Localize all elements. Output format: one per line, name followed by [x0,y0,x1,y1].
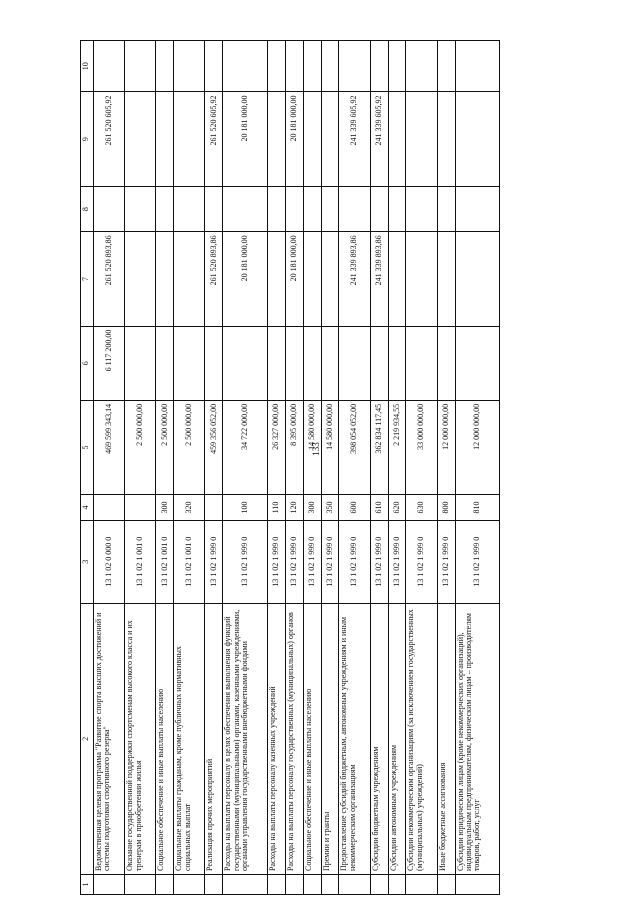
row-amount-9 [303,92,321,186]
row-amount-9: 20 181 000,00 [285,92,303,186]
row-code: 13 1 02 1 001 0 [174,520,205,603]
table-row [388,41,406,895]
name-cell-empty [388,875,406,895]
row-amount-6 [437,326,455,400]
row-amount-7 [388,232,406,326]
row-name: Предоставление субсидий бюджетным, автономным учреждениям и иным некоммерческим организациям [339,603,370,874]
row-name: Премии и гранты [321,603,339,874]
row-amount-8 [125,186,156,232]
name-cell-empty [223,875,267,895]
row-amount-7: 241 339 893,86 [339,232,370,326]
row-code: 13 1 02 1 999 0 [339,520,370,603]
row-code: 13 1 02 1 999 0 [223,520,267,603]
table-row [303,41,321,895]
row-amount-10 [125,41,156,92]
name-cell-empty [437,875,455,895]
column-header: 5 [81,400,94,494]
row-vr: 620 [388,495,406,521]
column-header: 7 [81,232,94,326]
row-amount-8 [406,186,437,232]
row-amount-7 [437,232,455,326]
row-amount-8 [388,186,406,232]
row-code: 13 1 02 0 000 0 [94,520,125,603]
table-row [205,41,223,895]
row-amount-9: 241 339 605,92 [339,92,370,186]
row-code: 13 1 02 1 999 0 [437,520,455,603]
row-amount-8 [370,186,388,232]
row-amount-10 [370,41,388,92]
row-amount-6 [303,326,321,400]
row-vr: 110 [267,495,285,521]
row-code: 13 1 02 1 999 0 [321,520,339,603]
table-row [406,41,437,895]
row-name: Реализация прочих мероприятий [205,603,223,874]
table-row [339,41,370,895]
row-vr: 300 [156,495,174,521]
row-amount-8 [285,186,303,232]
row-amount-10 [455,41,499,92]
row-amount-9 [125,92,156,186]
row-code: 13 1 02 1 999 0 [406,520,437,603]
row-vr: 810 [455,495,499,521]
row-amount-8 [205,186,223,232]
row-amount-6 [321,326,339,400]
row-name: Субсидии автономным учреждениям [388,603,406,874]
row-amount-6 [223,326,267,400]
table-row [370,41,388,895]
row-amount-7 [174,232,205,326]
row-name: Субсидии юридическим лицам (кроме некоммерческих организаций), индивидуальным предпринимателям, физическим лицам – производителям товаров, работ, услуг [455,603,499,874]
row-vr: 350 [321,495,339,521]
row-code: 13 1 02 1 999 0 [455,520,499,603]
name-cell-empty [370,875,388,895]
row-amount-5: 12 000 000,00 [437,400,455,494]
table-body [94,41,500,895]
row-amount-6 [388,326,406,400]
name-cell-empty [285,875,303,895]
row-amount-5: 33 000 000,00 [406,400,437,494]
column-header: 1 [81,875,94,895]
row-amount-5: 12 000 000,00 [455,400,499,494]
row-amount-6 [406,326,437,400]
table-row [437,41,455,895]
row-amount-8 [223,186,267,232]
name-cell-empty [321,875,339,895]
row-amount-5: 362 834 117,45 [370,400,388,494]
row-amount-8 [174,186,205,232]
row-amount-9 [267,92,285,186]
row-amount-6 [455,326,499,400]
page-number: 133 [310,442,321,456]
row-amount-9 [174,92,205,186]
row-amount-5: 2 500 000,00 [174,400,205,494]
row-amount-5: 398 054 052,00 [339,400,370,494]
row-vr: 800 [437,495,455,521]
row-amount-10 [223,41,267,92]
row-code: 13 1 02 1 999 0 [370,520,388,603]
row-amount-5: 469 599 343,14 [94,400,125,494]
row-amount-5: 14 580 000,00 [303,400,321,494]
row-amount-5: 459 356 052,00 [205,400,223,494]
column-header: 9 [81,92,94,186]
column-header: 4 [81,495,94,521]
row-amount-7 [125,232,156,326]
name-cell-empty [205,875,223,895]
row-amount-10 [174,41,205,92]
name-cell-empty [267,875,285,895]
row-vr: 320 [174,495,205,521]
row-amount-7: 20 181 000,00 [285,232,303,326]
row-amount-8 [339,186,370,232]
table-row [267,41,285,895]
row-amount-9 [437,92,455,186]
row-name: Расходы на выплаты персоналу в целях обеспечения выполнения функций государственными (муниципальными) органами, казенными учреждениями, органами управления государственными внебюджетными фондами [223,603,267,874]
row-code: 13 1 02 1 999 0 [267,520,285,603]
row-vr: 630 [406,495,437,521]
row-amount-8 [437,186,455,232]
row-vr: 120 [285,495,303,521]
row-vr: 100 [223,495,267,521]
row-amount-7 [455,232,499,326]
row-amount-7 [156,232,174,326]
name-cell-empty [94,875,125,895]
header-row [81,41,94,895]
row-amount-10 [156,41,174,92]
name-cell-empty [125,875,156,895]
row-amount-7: 261 520 893,86 [205,232,223,326]
row-amount-5: 2 500 000,00 [156,400,174,494]
table-row [125,41,156,895]
row-amount-8 [303,186,321,232]
row-amount-9 [455,92,499,186]
column-header: 3 [81,520,94,603]
row-name: Расходы на выплаты персоналу казенных учреждений [267,603,285,874]
row-vr: 600 [339,495,370,521]
row-name: Расходы на выплаты персоналу государственных (муниципальных) органов [285,603,303,874]
name-cell-empty [174,875,205,895]
row-name: Социальное обеспечение и иные выплаты населению [156,603,174,874]
row-amount-10 [388,41,406,92]
row-amount-10 [205,41,223,92]
row-amount-5: 8 395 000,00 [285,400,303,494]
row-amount-8 [455,186,499,232]
row-amount-9: 261 520 605,92 [205,92,223,186]
row-amount-8 [267,186,285,232]
row-amount-6: 6 117 200,00 [94,326,125,400]
row-amount-9 [388,92,406,186]
column-header: 8 [81,186,94,232]
row-amount-7: 261 520 893,86 [94,232,125,326]
row-amount-6 [174,326,205,400]
row-amount-7 [267,232,285,326]
row-amount-10 [406,41,437,92]
row-code: 13 1 02 1 999 0 [285,520,303,603]
row-amount-8 [321,186,339,232]
row-name: Социальное обеспечение и иные выплаты населению [303,603,321,874]
row-vr [125,495,156,521]
table-row [94,41,125,895]
row-vr: 300 [303,495,321,521]
row-amount-7 [321,232,339,326]
row-name: Социальные выплаты гражданам, кроме публичных нормативных социальных выплат [174,603,205,874]
row-code: 13 1 02 1 001 0 [125,520,156,603]
row-amount-6 [370,326,388,400]
table-row [285,41,303,895]
row-vr: 610 [370,495,388,521]
row-amount-5: 2 500 000,00 [125,400,156,494]
row-amount-10 [285,41,303,92]
row-amount-6 [267,326,285,400]
row-code: 13 1 02 1 999 0 [303,520,321,603]
name-cell-empty [303,875,321,895]
table-row [156,41,174,895]
row-amount-5: 14 580 000,00 [321,400,339,494]
name-cell-empty [406,875,437,895]
row-code: 13 1 02 1 999 0 [205,520,223,603]
row-amount-5: 34 722 000,00 [223,400,267,494]
row-amount-5: 26 327 000,00 [267,400,285,494]
name-cell-empty [339,875,370,895]
row-amount-6 [156,326,174,400]
row-amount-6 [285,326,303,400]
row-amount-7 [303,232,321,326]
budget-table [80,40,500,895]
row-amount-8 [156,186,174,232]
row-amount-7 [406,232,437,326]
row-vr [94,495,125,521]
row-vr [205,495,223,521]
row-name: Иные бюджетные ассигнования [437,603,455,874]
row-amount-10 [303,41,321,92]
row-amount-5: 2 219 934,55 [388,400,406,494]
row-name: Оказание государственной поддержки спортсменам высокого класса и их тренерам в приобретении жилья [125,603,156,874]
row-amount-9: 20 181 000,00 [223,92,267,186]
row-amount-9 [406,92,437,186]
row-amount-10 [94,41,125,92]
row-amount-6 [125,326,156,400]
name-cell-empty [156,875,174,895]
table-row [321,41,339,895]
row-code: 13 1 02 1 001 0 [156,520,174,603]
row-amount-10 [437,41,455,92]
row-name: Субсидии бюджетным учреждениям [370,603,388,874]
row-amount-6 [339,326,370,400]
column-header: 6 [81,326,94,400]
table-row [223,41,267,895]
column-header: 10 [81,41,94,92]
table-row [174,41,205,895]
row-amount-10 [267,41,285,92]
row-code: 13 1 02 1 999 0 [388,520,406,603]
row-amount-10 [321,41,339,92]
row-name: Ведомственная целевая программа "Развитие спорта высших достижений и системы подготовки спортивного резерва" [94,603,125,874]
row-amount-9 [156,92,174,186]
row-amount-9 [321,92,339,186]
row-amount-7: 20 181 000,00 [223,232,267,326]
row-amount-6 [205,326,223,400]
row-amount-7: 241 339 893,86 [370,232,388,326]
column-header: 2 [81,603,94,874]
rotated-table-container [80,40,500,895]
row-amount-10 [339,41,370,92]
table-row [455,41,499,895]
row-amount-9: 241 339 605,92 [370,92,388,186]
row-name: Субсидии некоммерческим организациям (за исключением государственных (муниципальных) учреждений) [406,603,437,874]
row-amount-8 [94,186,125,232]
name-cell-empty [455,875,499,895]
row-amount-9: 261 520 605,92 [94,92,125,186]
